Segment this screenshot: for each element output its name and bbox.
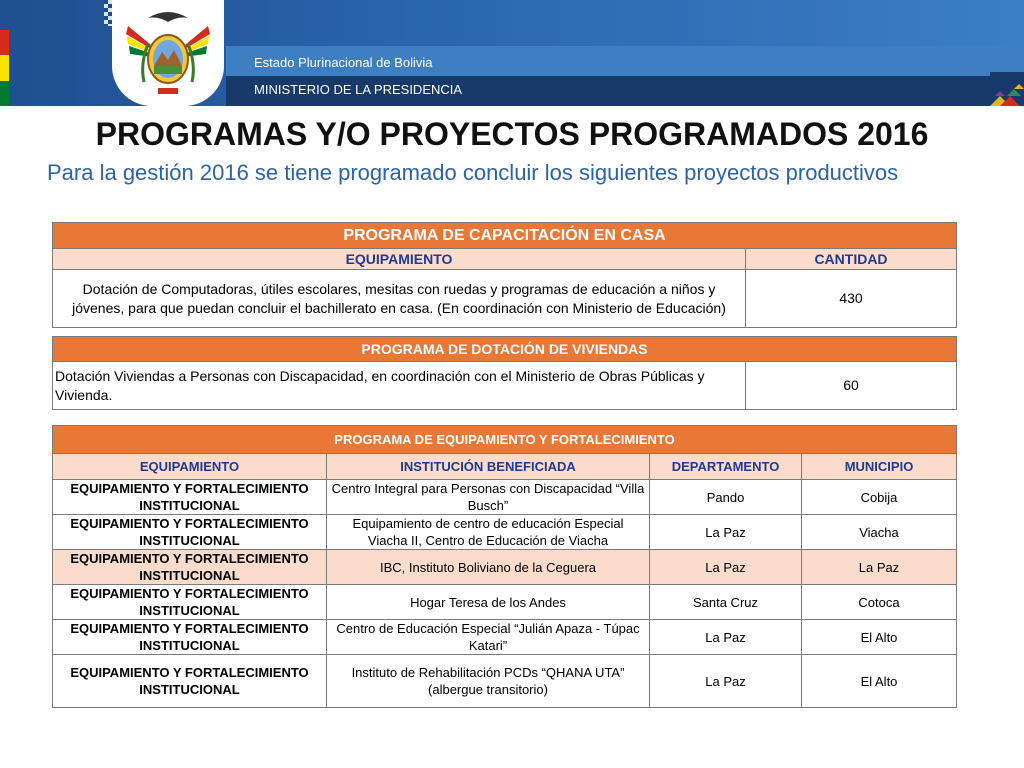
table-cell: EQUIPAMIENTO Y FORTALECIMIENTO INSTITUCIONAL bbox=[53, 550, 327, 585]
page-title: PROGRAMAS Y/O PROYECTOS PROGRAMADOS 2016 bbox=[95, 116, 929, 152]
table-cell: Hogar Teresa de los Andes bbox=[327, 585, 650, 620]
column-header: EQUIPAMIENTO bbox=[53, 249, 746, 270]
table-cell: Cobija bbox=[802, 480, 957, 515]
table-cell: La Paz bbox=[650, 655, 802, 708]
table-row bbox=[53, 655, 957, 708]
table-cell: 430 bbox=[746, 270, 957, 328]
table-cell: El Alto bbox=[802, 655, 957, 708]
page-subtitle: Para la gestión 2016 se tiene programado concluir los siguientes proyectos productivos bbox=[47, 160, 899, 185]
table-cell: La Paz bbox=[650, 550, 802, 585]
table-cell: Viacha bbox=[802, 515, 957, 550]
table-cell: EQUIPAMIENTO Y FORTALECIMIENTO INSTITUCIONAL bbox=[53, 480, 327, 515]
column-header: CANTIDAD bbox=[746, 249, 957, 270]
header-ministry-name: MINISTERIO DE LA PRESIDENCIA bbox=[254, 82, 463, 97]
table-title: PROGRAMA DE EQUIPAMIENTO Y FORTALECIMIENTO bbox=[53, 426, 957, 454]
program-capacitacion-table bbox=[52, 222, 957, 328]
column-header: DEPARTAMENTO bbox=[650, 454, 802, 480]
emblem-container bbox=[112, 0, 224, 106]
table-cell: EQUIPAMIENTO Y FORTALECIMIENTO INSTITUCIONAL bbox=[53, 515, 327, 550]
table-cell: 60 bbox=[746, 362, 957, 410]
table-row bbox=[53, 585, 957, 620]
table-cell: EQUIPAMIENTO Y FORTALECIMIENTO INSTITUCIONAL bbox=[53, 620, 327, 655]
table-row bbox=[53, 270, 957, 328]
table-cell: Pando bbox=[650, 480, 802, 515]
header-state-name: Estado Plurinacional de Bolivia bbox=[254, 55, 433, 70]
table-row bbox=[53, 620, 957, 655]
table-cell: Centro Integral para Personas con Discapacidad “Villa Busch” bbox=[327, 480, 650, 515]
table-row bbox=[53, 515, 957, 550]
table-cell: La Paz bbox=[650, 620, 802, 655]
table-cell: IBC, Instituto Boliviano de la Ceguera bbox=[327, 550, 650, 585]
table-cell: Dotación Viviendas a Personas con Discapacidad, en coordinación con el Ministerio de Obras Públicas y Vivienda. bbox=[53, 362, 746, 410]
table-cell: EQUIPAMIENTO Y FORTALECIMIENTO INSTITUCIONAL bbox=[53, 655, 327, 708]
column-header: MUNICIPIO bbox=[802, 454, 957, 480]
table-cell: Dotación de Computadoras, útiles escolares, mesitas con ruedas y programas de educación a niños y jóvenes, para que puedan concluir el bachillerato en casa. (En coordinación con Ministerio de Educación) bbox=[53, 270, 746, 328]
table-cell: EQUIPAMIENTO Y FORTALECIMIENTO INSTITUCIONAL bbox=[53, 585, 327, 620]
coat-of-arms-icon bbox=[118, 4, 218, 102]
table-cell: Equipamiento de centro de educación Especial Viacha II, Centro de Educación de Viacha bbox=[327, 515, 650, 550]
column-header: EQUIPAMIENTO bbox=[53, 454, 327, 480]
column-header: INSTITUCIÓN BENEFICIADA bbox=[327, 454, 650, 480]
table-cell: El Alto bbox=[802, 620, 957, 655]
aguayo-pattern-icon bbox=[990, 72, 1024, 106]
table-cell: La Paz bbox=[650, 515, 802, 550]
table-title: PROGRAMA DE DOTACIÓN DE VIVIENDAS bbox=[53, 337, 957, 362]
table-cell: Cotoca bbox=[802, 585, 957, 620]
table-cell: Centro de Educación Especial “Julián Apaza - Túpac Katari” bbox=[327, 620, 650, 655]
table-cell: Santa Cruz bbox=[650, 585, 802, 620]
table-cell: Instituto de Rehabilitación PCDs “QHANA UTA” (albergue transitorio) bbox=[327, 655, 650, 708]
table-row bbox=[53, 550, 957, 585]
bolivia-flag-strip bbox=[0, 30, 9, 106]
table-row bbox=[53, 362, 957, 410]
table-title: PROGRAMA DE CAPACITACIÓN EN CASA bbox=[53, 223, 957, 249]
program-viviendas-table bbox=[52, 336, 957, 410]
table-cell: La Paz bbox=[802, 550, 957, 585]
program-equipamiento-table bbox=[52, 425, 957, 708]
table-row bbox=[53, 480, 957, 515]
